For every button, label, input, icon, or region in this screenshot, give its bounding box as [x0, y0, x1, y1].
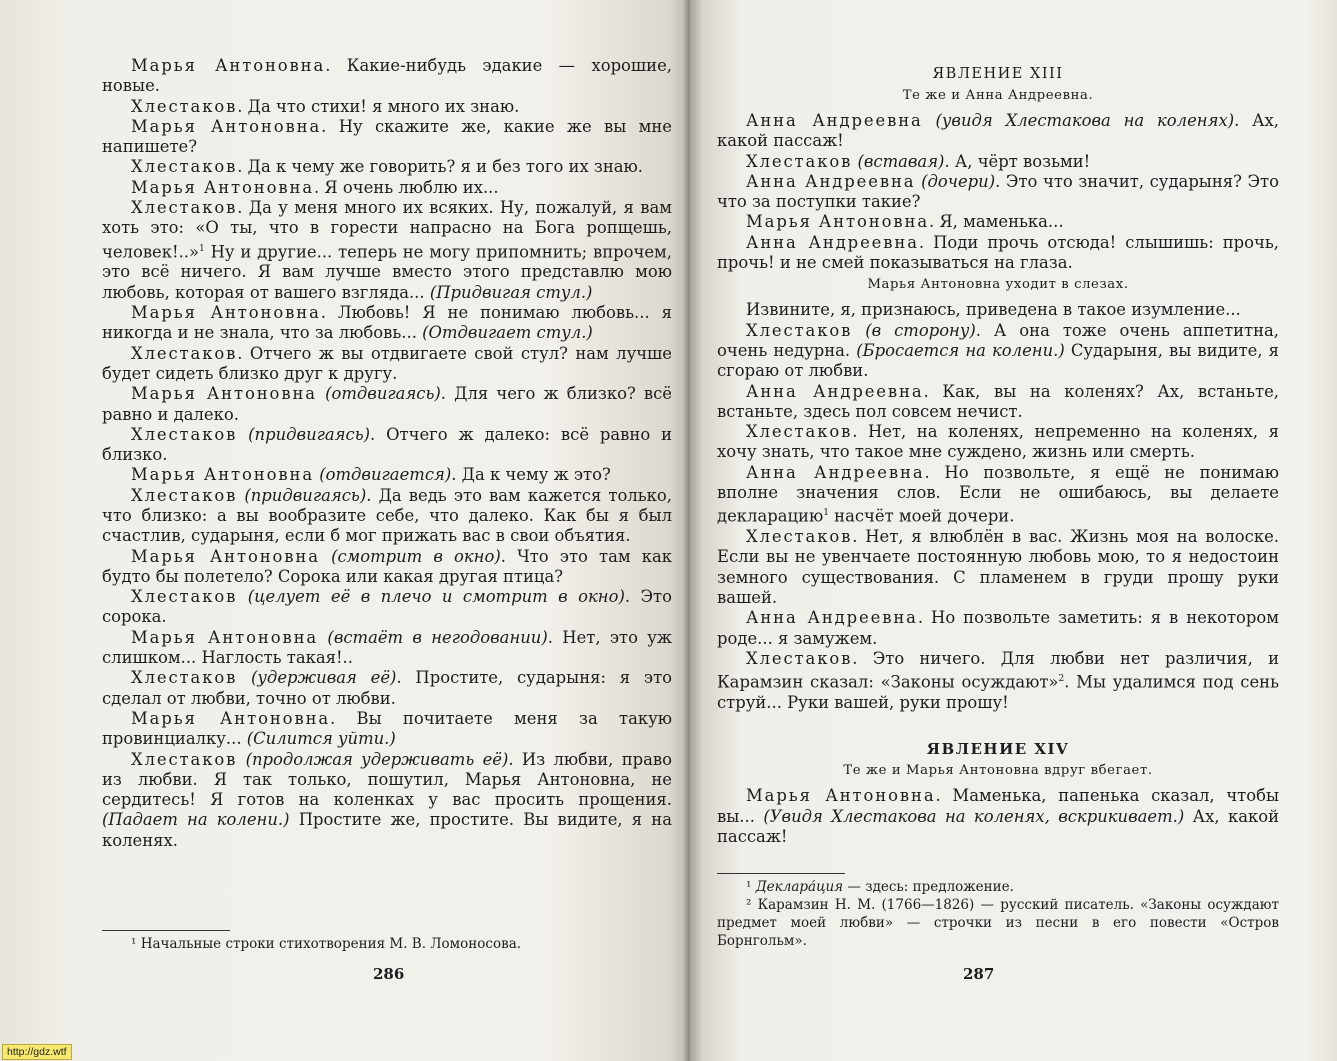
dialogue-text — [237, 425, 248, 444]
stage-direction: (продолжая удерживать её) — [245, 749, 509, 769]
footnote-marker: 1 — [199, 243, 205, 254]
dialogue-text: Ну и другие... теперь не могу припомнить; впрочем, это всё ничего. Я вам лучше вместо этого представлю мою любовь, которая от вашего взгляда... — [102, 242, 672, 302]
dialogue-text: . А, чёрт возьми! — [944, 151, 1091, 171]
dialogue-text: . Да ведь это вам кажется только, что близко: а вы вообразите себе, что далеко. Как бы я был счастлив, сударыня, если б мог прижать вас в свои объятия. — [102, 485, 672, 546]
dialogue-text: . Да у меня много их всяких. Ну, пожалуй, я вам хоть это: «О ты, что в горести напрасно на Бога ропщешь, человек!..» — [102, 198, 672, 262]
dialogue-paragraph — [102, 157, 672, 177]
stage-direction: (Силится уйти.) — [246, 729, 396, 749]
dialogue-paragraph — [102, 750, 672, 851]
stage-note: Те же и Анна Андреевна. — [902, 88, 1094, 103]
speaker-name: Хлестаков — [131, 485, 238, 505]
dialogue-paragraph — [102, 56, 672, 97]
footnote-rule — [102, 930, 230, 931]
speaker-name: Анна Андреевна — [746, 111, 923, 130]
speaker-name: Марья Антоновна — [131, 546, 320, 566]
dialogue-text: . Маменька, папенька сказал, чтобы вы... — [717, 786, 1280, 826]
dialogue-text: . Мы удалимся под сень струй... Руки вашей, руки прошу! — [717, 672, 1279, 712]
dialogue-paragraph — [102, 668, 672, 709]
dialogue-text: ² Карамзин Н. М. (1766—1826) — русский писатель. «Законы осуждают предмет моей любви» — строчки из песни в его повести «Остров Борнгольм». — [717, 897, 1279, 949]
dialogue-text: . Из любви, право из любви. Я так только, пошутил, Марья Антоновна, не сердитесь! Я готов на коленках у вас просить прощения. — [102, 749, 673, 810]
stage-note: Марья Антоновна уходит в слезах. — [867, 277, 1129, 293]
speaker-name: Анна Андреевна — [746, 232, 919, 252]
dialogue-paragraph — [717, 786, 1279, 847]
dialogue-paragraph — [717, 300, 1279, 320]
dialogue-text: — здесь: предложение. — [843, 879, 1014, 895]
dialogue-text: . Я очень люблю их... — [314, 177, 499, 197]
stage-direction: (дочери) — [921, 171, 996, 191]
stage-direction: (придвигаясь) — [248, 424, 371, 444]
speaker-name: Хлестаков — [131, 587, 238, 607]
page-number-left: 286 — [373, 965, 405, 983]
stage-direction: (встаёт в негодовании) — [327, 627, 548, 647]
stage-direction: (удерживая её) — [251, 668, 397, 688]
stage-direction: (Падает на колени.) — [102, 810, 290, 830]
dialogue-text: . Какие-нибудь эдакие — хорошие, новые. — [102, 56, 673, 96]
footnote-text — [717, 878, 1279, 896]
dialogue-paragraph — [717, 172, 1279, 213]
speaker-name: Хлестаков — [131, 668, 238, 688]
scene-heading: ЯВЛЕНИЕ XIV — [926, 740, 1070, 759]
dialogue-text: . Да к чему же говорить? я и без того их знаю. — [237, 157, 644, 177]
dialogue-paragraph — [717, 649, 1279, 713]
dialogue-text: . Да к чему ж это? — [451, 465, 611, 485]
dialogue-paragraph — [717, 463, 1279, 527]
dialogue-text: . Любовь! Я не понимаю любовь... я никогда и не знала, что за любовь... — [102, 303, 672, 343]
dialogue-text: . Это ничего. Для любви нет различия, и Карамзин сказал: «Законы осуждают» — [717, 648, 1279, 692]
dialogue-paragraph — [717, 233, 1279, 274]
stage-direction: (отдвигаясь) — [325, 384, 441, 404]
dialogue-text: насчёт моей дочери. — [828, 506, 1015, 526]
dialogue-text: . Как, вы на коленях? Ах, встаньте, встаньте, здесь пол совсем нечист. — [717, 381, 1280, 421]
speaker-name: Хлестаков — [131, 343, 238, 363]
dialogue-text: . Но позвольте заметить: я в некотором роде... я замужем. — [717, 608, 1279, 648]
left-page-text — [102, 56, 672, 851]
dialogue-text: ¹ — [746, 879, 756, 895]
speaker-name: Хлестаков — [746, 648, 853, 668]
stage-direction: (придвигаясь) — [244, 485, 367, 505]
right-page-text — [717, 64, 1279, 847]
dialogue-paragraph — [717, 212, 1279, 232]
stage-direction: (Бросается на колени.) — [856, 340, 1065, 360]
source-watermark: http://gdz.wtf — [2, 1044, 72, 1060]
speaker-name: Марья Антоновна — [131, 177, 315, 197]
dialogue-text: . Простите, сударыня: я это сделал от любви, точно от любви. — [102, 668, 672, 708]
dialogue-paragraph — [102, 97, 672, 117]
speaker-name: Марья Антоновна — [131, 627, 319, 647]
speaker-name: Хлестаков — [131, 157, 238, 177]
speaker-name: Хлестаков — [746, 320, 853, 340]
speaker-name: Марья Антоновна — [131, 56, 326, 75]
dialogue-paragraph — [717, 527, 1279, 608]
speaker-name: Анна Андреевна — [746, 381, 924, 401]
speaker-name: Марья Антоновна — [131, 384, 317, 404]
dialogue-text: . Что это там как будто бы полетело? Сорока или какая другая птица? — [102, 546, 673, 586]
dialogue-paragraph — [102, 486, 672, 547]
dialogue-text: . Вы почитаете меня за такую провинциалку... — [102, 708, 672, 749]
dialogue-paragraph — [102, 465, 672, 485]
speaker-name: Хлестаков — [131, 198, 238, 218]
dialogue-text: . Ну скажите же, какие же вы мне напишете? — [102, 116, 672, 157]
speaker-name: Анна Андреевна — [746, 171, 916, 191]
dialogue-text — [852, 321, 865, 340]
dialogue-text — [923, 111, 936, 130]
dialogue-text: Простите же, простите. Вы видите, я на коленях. — [102, 810, 672, 850]
dialogue-paragraph — [102, 628, 672, 669]
dialogue-text: . Отчего ж вы отдвигаете свой стул? нам лучше будет сидеть близко друг к другу. — [102, 343, 672, 383]
dialogue-text: . Нет, на коленях, непременно на коленях, я хочу знать, что такое мне суждено, жизнь или смерть. — [717, 422, 1279, 462]
stage-direction: (Отдвигает стул.) — [422, 323, 593, 343]
dialogue-text: . Отчего ж далеко: всё равно и близко. — [102, 424, 672, 465]
dialogue-text: . Да что стихи! я много их знаю. — [237, 96, 520, 116]
dialogue-text — [237, 668, 251, 687]
dialogue-paragraph — [717, 382, 1279, 423]
dialogue-paragraph — [102, 425, 672, 466]
page-number-right: 287 — [963, 965, 995, 983]
stage-direction: (Увидя Хлестакова на коленях, вскрикивает.) — [763, 806, 1185, 826]
stage-direction: (смотрит в окно) — [331, 546, 501, 566]
speaker-name: Хлестаков — [131, 749, 238, 769]
stage-direction: (целует её в плечо и смотрит в окно) — [247, 587, 625, 607]
dialogue-text: Сударыня, вы видите, я сгораю от любви. — [717, 340, 1279, 381]
dialogue-text: . А она тоже очень аппетитна, очень недурна. — [717, 320, 1279, 360]
dialogue-text: . Поди прочь отсюда! слышишь: прочь, прочь! и не смей показываться на глаза. — [717, 232, 1280, 273]
speaker-name: Марья Антоновна — [131, 303, 321, 323]
dialogue-paragraph — [102, 117, 672, 158]
dialogue-paragraph — [717, 608, 1279, 649]
speaker-name: Марья Антоновна — [746, 786, 936, 806]
footnote-marker: 1 — [823, 508, 829, 519]
stage-direction: (Придвигая стул.) — [429, 282, 593, 302]
dialogue-text: . Я, маменька... — [929, 212, 1064, 232]
dialogue-paragraph — [102, 344, 672, 385]
stage-direction: Деклара́ция — [755, 879, 844, 895]
stage-direction: (отдвигается) — [319, 465, 452, 485]
left-footnote-block — [102, 930, 672, 953]
dialogue-text — [237, 750, 245, 769]
dialogue-text: . Это что значит, сударыня? Это что за поступки такие? — [717, 171, 1279, 212]
dialogue-paragraph — [102, 384, 672, 425]
speaker-name: Хлестаков — [746, 422, 853, 442]
dialogue-text: . Но позвольте, я ещё не понимаю вполне значения слов. Если не ошибаюсь, вы делаете декларацию — [717, 462, 1280, 526]
speaker-name: Хлестаков — [746, 527, 853, 547]
dialogue-paragraph — [717, 321, 1279, 382]
speaker-name: Марья Антоновна — [746, 212, 930, 232]
footnote-text — [717, 896, 1279, 950]
footnote-rule — [717, 873, 845, 874]
dialogue-paragraph — [102, 587, 672, 628]
dialogue-text: . Нет, это уж слишком... Наглость такая!.. — [102, 627, 672, 668]
speaker-name: Хлестаков — [131, 96, 238, 116]
scene-heading: ЯВЛЕНИЕ XIII — [932, 66, 1064, 82]
stage-direction: (в сторону) — [865, 320, 976, 340]
speaker-name: Марья Антоновна — [131, 116, 322, 136]
dialogue-paragraph — [102, 198, 672, 303]
dialogue-text — [320, 547, 331, 566]
dialogue-paragraph — [102, 709, 672, 750]
dialogue-text: . Для чего ж близко? всё равно и далеко. — [102, 384, 672, 424]
speaker-name: Анна Андреевна — [746, 608, 918, 628]
footnote-text: ¹ Начальные строки стихотворения М. В. Ломоносова. — [131, 936, 522, 952]
speaker-name: Марья Антоновна — [131, 708, 331, 728]
stage-note: Те же и Марья Антоновна вдруг вбегает. — [843, 763, 1153, 779]
right-footnote-block — [717, 873, 1279, 950]
dialogue-paragraph — [717, 111, 1279, 152]
footnote-marker: 2 — [1058, 674, 1065, 685]
stage-direction: (вставая) — [857, 151, 945, 171]
dialogue-paragraph — [717, 152, 1279, 172]
dialogue-text: . Это сорока. — [102, 587, 672, 627]
dialogue-text — [237, 587, 247, 606]
dialogue-text — [317, 384, 325, 403]
speaker-name: Хлестаков — [131, 424, 238, 444]
speaker-name: Марья Антоновна — [131, 465, 315, 485]
dialogue-paragraph — [102, 178, 672, 198]
dialogue-text: . Ах, какой пассаж! — [717, 111, 1279, 151]
dialogue-text: . Нет, я влюблён в вас. Жизнь моя на волоске. Если вы не увенчаете постоянную любовь мою, то я недостоин земного существования. С пламенем в груди прошу руки вашей. — [717, 527, 1279, 607]
dialogue-paragraph — [102, 547, 672, 588]
dialogue-text: Ах, какой пассаж! — [717, 806, 1279, 846]
dialogue-paragraph — [717, 422, 1279, 463]
speaker-name: Хлестаков — [746, 151, 853, 171]
dialogue-text: Извините, я, признаюсь, приведена в такое изумление... — [746, 300, 1241, 320]
dialogue-paragraph — [102, 303, 672, 344]
speaker-name: Анна Андреевна — [746, 462, 925, 482]
stage-direction: (увидя Хлестакова на коленях) — [935, 111, 1235, 130]
